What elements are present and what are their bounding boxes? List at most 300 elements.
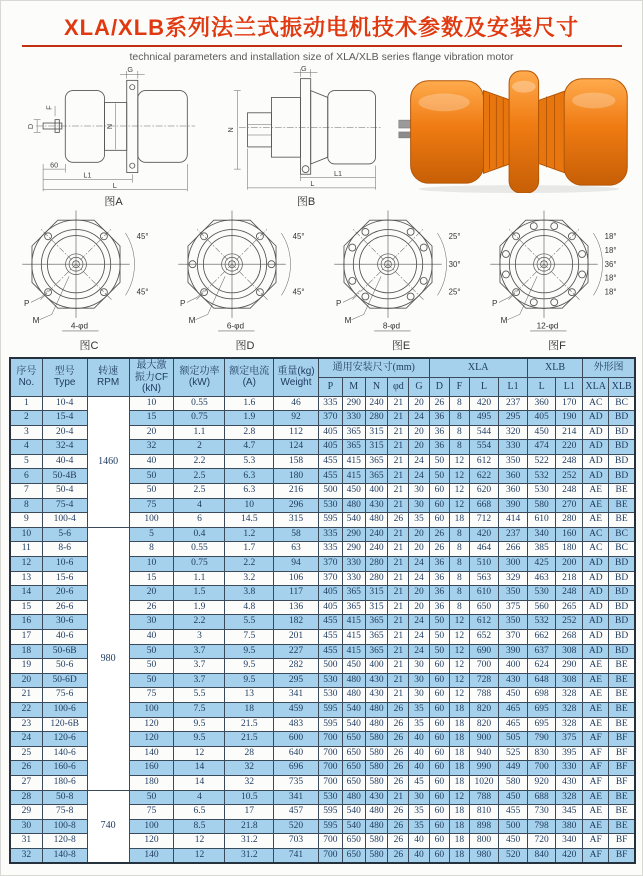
cell: 40	[129, 454, 174, 469]
cell: AD	[583, 557, 609, 572]
cell: 290	[342, 542, 365, 557]
cell: 650	[342, 732, 365, 747]
cell: AE	[583, 498, 609, 513]
figure-B	[216, 65, 396, 209]
cell: 420	[469, 396, 499, 411]
cell: 35	[409, 819, 429, 834]
cell: 457	[274, 805, 319, 820]
cell: BD	[609, 586, 635, 601]
cell: 20	[129, 586, 174, 601]
angle-label: 18°	[604, 245, 617, 255]
cell: 124	[274, 440, 319, 455]
cell: 60	[429, 834, 450, 849]
cell: 414	[499, 513, 528, 528]
cell: 612	[469, 615, 499, 630]
cell: 220	[556, 440, 583, 455]
cell: 21	[388, 498, 409, 513]
cell: BE	[609, 673, 635, 688]
cell: 1.1	[174, 425, 225, 440]
cell: 741	[274, 848, 319, 863]
cell: 21	[388, 469, 409, 484]
cell: 1.9	[174, 600, 225, 615]
cell: 248	[556, 454, 583, 469]
cell: 140	[129, 746, 174, 761]
cell: AD	[583, 630, 609, 645]
cell: 35	[409, 805, 429, 820]
cell: 13	[10, 571, 42, 586]
cell: 415	[342, 630, 365, 645]
cell: 8	[450, 571, 469, 586]
cell: 26-6	[42, 600, 87, 615]
cell: AD	[583, 469, 609, 484]
cell: 3.7	[174, 659, 225, 674]
cell: 160	[556, 527, 583, 542]
cell: 530	[319, 688, 343, 703]
dim-label-N: N	[105, 123, 115, 130]
cell: 400	[365, 484, 387, 499]
cell: 15	[129, 571, 174, 586]
cell: 21	[388, 542, 409, 557]
cell: 290	[342, 527, 365, 542]
cell: 23	[10, 717, 42, 732]
cell: 510	[469, 557, 499, 572]
angle-label: 18°	[604, 287, 617, 297]
cell: 50-8	[42, 790, 87, 805]
cell: 200	[556, 557, 583, 572]
cell: 5	[10, 454, 42, 469]
cell: 100-6	[42, 702, 87, 717]
cell: 24	[409, 571, 429, 586]
cell: 12	[450, 688, 469, 703]
cell: 20	[409, 600, 429, 615]
cell: 26	[388, 834, 409, 849]
flange-drawing	[11, 207, 167, 337]
col-header: 序号 No.	[10, 358, 42, 396]
cell: 40	[129, 630, 174, 645]
cell: 6	[174, 513, 225, 528]
cell: 18	[450, 732, 469, 747]
cell: 227	[274, 644, 319, 659]
cell: 100	[129, 702, 174, 717]
cell: 75-6	[42, 688, 87, 703]
cell: 480	[342, 790, 365, 805]
cell: 30	[409, 688, 429, 703]
cell: AD	[583, 600, 609, 615]
cell: 480	[342, 498, 365, 513]
cell: 500	[319, 659, 343, 674]
cell: AD	[583, 454, 609, 469]
cell: 520	[499, 848, 528, 863]
figure-B-caption: 图B	[296, 196, 316, 208]
cell: 50	[129, 673, 174, 688]
cell: 32	[225, 761, 274, 776]
cell: 140-6	[42, 746, 87, 761]
cell: 455	[319, 454, 343, 469]
cell: 120	[129, 717, 174, 732]
cell: 50-6B	[42, 644, 87, 659]
cell: 12	[450, 498, 469, 513]
cell: 94	[274, 557, 319, 572]
cell: 17	[10, 630, 42, 645]
group-header: XLA	[429, 358, 527, 377]
cell: 9.5	[225, 673, 274, 688]
cell: 21	[388, 440, 409, 455]
cell: AE	[583, 819, 609, 834]
flange-caption: 图E	[391, 340, 411, 352]
cell: 120	[129, 732, 174, 747]
cell: 520	[274, 819, 319, 834]
cell: 26	[388, 732, 409, 747]
cell: 300	[499, 557, 528, 572]
cell: 237	[499, 396, 528, 411]
cell: 18	[450, 848, 469, 863]
cell: 365	[365, 469, 387, 484]
cell: 117	[274, 586, 319, 601]
cell: 248	[556, 484, 583, 499]
cell: 696	[274, 761, 319, 776]
angle-label: 25°	[448, 232, 461, 242]
cell: BF	[609, 746, 635, 761]
cell: 480	[365, 805, 387, 820]
cell: 620	[469, 484, 499, 499]
bolt-hole	[420, 277, 427, 284]
cell: 5	[129, 527, 174, 542]
cell: 240	[365, 396, 387, 411]
cell: 522	[527, 454, 556, 469]
cell: 505	[499, 732, 528, 747]
cell: BD	[609, 600, 635, 615]
cell: 370	[319, 411, 343, 426]
cell: 14	[174, 761, 225, 776]
bolt-hole	[579, 251, 586, 258]
cell: 700	[469, 659, 499, 674]
cell: 182	[274, 615, 319, 630]
cell: AF	[583, 746, 609, 761]
cell: 554	[469, 440, 499, 455]
cell: 280	[365, 571, 387, 586]
cell: 8	[450, 557, 469, 572]
cell: AE	[583, 484, 609, 499]
cell: 8	[129, 542, 174, 557]
cell: 830	[527, 746, 556, 761]
cell: 18	[450, 761, 469, 776]
cell: 26	[10, 761, 42, 776]
cell: 50	[429, 615, 450, 630]
angle-label: 18°	[604, 273, 617, 283]
cell: 21	[388, 571, 409, 586]
cell: 530	[319, 673, 343, 688]
cell: 2	[174, 440, 225, 455]
cell: 21.5	[225, 717, 274, 732]
cell: 308	[556, 673, 583, 688]
cell: 26	[388, 513, 409, 528]
cell: 500	[319, 484, 343, 499]
sub-header: G	[409, 377, 429, 396]
cell: 430	[365, 498, 387, 513]
cell: 20	[129, 425, 174, 440]
dim-label-G: G	[127, 65, 133, 74]
cell: AF	[583, 761, 609, 776]
cell: 10	[129, 557, 174, 572]
cell: BF	[609, 732, 635, 747]
cell: 465	[499, 717, 528, 732]
flange-drawing	[479, 207, 635, 337]
cell: 295	[499, 411, 528, 426]
cell: 9	[10, 513, 42, 528]
cell: BE	[609, 717, 635, 732]
cell: 21	[388, 411, 409, 426]
cell: 30	[409, 498, 429, 513]
cell: 2.2	[174, 454, 225, 469]
cell: 21	[388, 688, 409, 703]
cell: BE	[609, 702, 635, 717]
cell: 266	[499, 542, 528, 557]
cell: 580	[365, 834, 387, 849]
cell: 35	[409, 702, 429, 717]
cell: 252	[556, 615, 583, 630]
cell: 10.5	[225, 790, 274, 805]
cell: 463	[527, 571, 556, 586]
cell: 580	[365, 848, 387, 863]
cell: 20-4	[42, 425, 87, 440]
cell: 240	[365, 542, 387, 557]
cell: 2.2	[225, 557, 274, 572]
dim-label-P: P	[24, 298, 30, 308]
cell: 60	[429, 732, 450, 747]
col-header: 重量(kg) Weight	[274, 358, 319, 396]
figure-A-caption: 图A	[104, 196, 123, 208]
cell: 75	[129, 688, 174, 703]
cell: 8	[450, 542, 469, 557]
table-row	[10, 527, 635, 542]
cell: 695	[527, 702, 556, 717]
cell: 26	[388, 848, 409, 863]
cell: 45	[409, 775, 429, 790]
cell: 26	[129, 600, 174, 615]
rpm-cell: 1460	[87, 396, 129, 527]
cell: 360	[527, 396, 556, 411]
cell: 15-4	[42, 411, 87, 426]
cell: 595	[319, 513, 343, 528]
cell: 480	[342, 688, 365, 703]
cell: 216	[274, 484, 319, 499]
cell: 330	[556, 761, 583, 776]
cell: 12	[174, 848, 225, 863]
cell: 540	[342, 717, 365, 732]
cell: 24	[409, 454, 429, 469]
cell: 32	[129, 440, 174, 455]
bolt-hole	[551, 223, 558, 230]
cell: 60	[429, 746, 450, 761]
cell: 21	[10, 688, 42, 703]
cell: 120-8	[42, 834, 87, 849]
sub-header: M	[342, 377, 365, 396]
cell: 375	[556, 732, 583, 747]
cell: 24	[409, 644, 429, 659]
cell: BD	[609, 644, 635, 659]
cell: 50	[429, 469, 450, 484]
bolt-hole	[349, 277, 356, 284]
cell: 12	[450, 630, 469, 645]
cell: 700	[527, 761, 556, 776]
cell: 328	[556, 702, 583, 717]
bolt-hole	[530, 299, 537, 306]
sub-header: F	[450, 377, 469, 396]
cell: 22	[10, 702, 42, 717]
cell: 990	[469, 761, 499, 776]
cell: 20	[409, 542, 429, 557]
cell: 26	[388, 805, 409, 820]
cell: 315	[365, 600, 387, 615]
cell: 8	[450, 440, 469, 455]
cell: 100	[129, 513, 174, 528]
cell: 455	[319, 644, 343, 659]
cell: 3	[10, 425, 42, 440]
cell: 18	[450, 702, 469, 717]
cell: 330	[342, 557, 365, 572]
cell: 218	[556, 571, 583, 586]
cell: 430	[365, 790, 387, 805]
cell: 800	[469, 834, 499, 849]
cell: 2.5	[174, 484, 225, 499]
cell: 720	[527, 834, 556, 849]
cell: 350	[499, 615, 528, 630]
cell: 483	[274, 717, 319, 732]
cell: AC	[583, 527, 609, 542]
cell: 50-6	[42, 659, 87, 674]
cell: BE	[609, 805, 635, 820]
cell: 1.2	[225, 527, 274, 542]
dim-label-D: D	[25, 123, 35, 130]
cell: 75	[129, 805, 174, 820]
cell: 20	[409, 586, 429, 601]
cell: 340	[527, 527, 556, 542]
cell: 540	[342, 819, 365, 834]
cell: 810	[469, 805, 499, 820]
cell: 480	[365, 513, 387, 528]
cell: 6	[10, 469, 42, 484]
cell: BE	[609, 688, 635, 703]
cell: 26	[388, 717, 409, 732]
angle-label: 45°	[136, 287, 149, 297]
cell: 2.2	[174, 615, 225, 630]
cell: 36	[429, 571, 450, 586]
cell: AC	[583, 396, 609, 411]
cell: 26	[388, 775, 409, 790]
cell: 30-6	[42, 615, 87, 630]
cell: 580	[365, 761, 387, 776]
cell: 21	[388, 527, 409, 542]
cell: 3	[174, 630, 225, 645]
cell: 2.5	[174, 469, 225, 484]
cell: BC	[609, 396, 635, 411]
cell: 365	[365, 454, 387, 469]
cell: 12	[10, 557, 42, 572]
cell: 24	[10, 732, 42, 747]
cell: 12	[450, 454, 469, 469]
cell: 425	[527, 557, 556, 572]
flange-figures	[9, 207, 634, 353]
col-header: 最大激 振力CF (kN)	[129, 358, 174, 396]
cell: 31	[10, 834, 42, 849]
cell: 295	[274, 673, 319, 688]
cell: 5.3	[225, 454, 274, 469]
cell: 112	[274, 425, 319, 440]
cell: AC	[583, 542, 609, 557]
cell: 328	[556, 790, 583, 805]
bolt-hole	[568, 233, 575, 240]
cell: 36	[429, 440, 450, 455]
cell: 0.55	[174, 542, 225, 557]
cell: 728	[469, 673, 499, 688]
cell: 30	[409, 673, 429, 688]
cell: 31.2	[225, 834, 274, 849]
cell: AF	[583, 775, 609, 790]
cell: 700	[319, 775, 343, 790]
dim-label-N: N	[226, 127, 236, 133]
cell: 10	[225, 498, 274, 513]
cell: 450	[342, 659, 365, 674]
cell: 9.5	[225, 644, 274, 659]
cell: 180	[274, 469, 319, 484]
bolt-hole	[568, 289, 575, 296]
motor-photo	[396, 65, 634, 193]
cell: AE	[583, 717, 609, 732]
cell: 405	[319, 425, 343, 440]
bolt-hole	[420, 244, 427, 251]
cell: 180	[129, 775, 174, 790]
bolt-hole	[407, 228, 414, 235]
cell: 900	[469, 732, 499, 747]
cell: 40	[409, 848, 429, 863]
dim-label-F: F	[44, 105, 54, 110]
table-row	[10, 790, 635, 805]
cell: 60	[429, 848, 450, 863]
sub-header: D	[429, 377, 450, 396]
cell: 8	[450, 527, 469, 542]
cell: 8	[10, 498, 42, 513]
cell: 4.7	[225, 440, 274, 455]
cell: 580	[365, 775, 387, 790]
cell: 330	[342, 411, 365, 426]
cell: 12	[450, 615, 469, 630]
cell: 21	[388, 615, 409, 630]
sub-header: φd	[388, 377, 409, 396]
cell: BD	[609, 615, 635, 630]
cell: 700	[319, 834, 343, 849]
cell: 120-6	[42, 732, 87, 747]
cell: 50	[129, 659, 174, 674]
bolt-hole	[201, 289, 208, 296]
col-header: 额定电流 (A)	[225, 358, 274, 396]
cell: 160	[129, 761, 174, 776]
dim-label-L: L	[112, 180, 117, 190]
cell: 35	[409, 513, 429, 528]
dim-label-P: P	[336, 298, 342, 308]
cell: 60	[429, 688, 450, 703]
cell: 170	[556, 396, 583, 411]
dim-label-P: P	[492, 298, 498, 308]
cell: 580	[365, 732, 387, 747]
cell: 252	[556, 469, 583, 484]
cell: 1020	[469, 775, 499, 790]
cell: 474	[527, 440, 556, 455]
cell: 60	[429, 790, 450, 805]
cell: 430	[365, 673, 387, 688]
flange-figure	[11, 207, 167, 353]
cell: 50-6D	[42, 673, 87, 688]
cell: 40	[409, 761, 429, 776]
